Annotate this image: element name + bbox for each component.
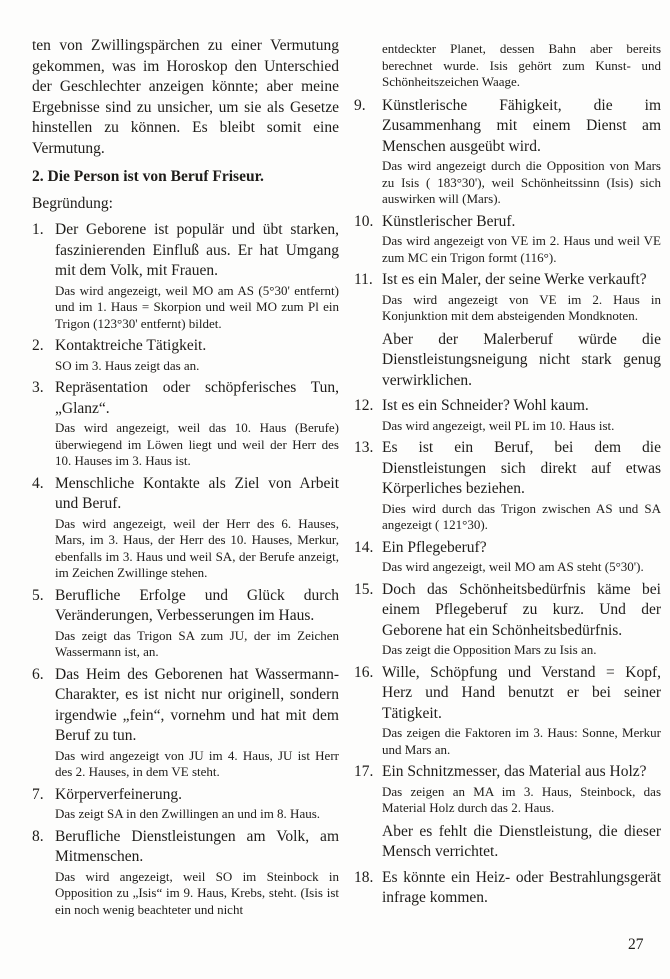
item-title: Kontaktreiche Tätigkeit.: [55, 337, 207, 354]
item-number: 13.: [354, 439, 374, 456]
item-note: Das wird angezeigt, weil MO am AS steht (5°30').: [382, 559, 644, 574]
list-item: [32, 336, 339, 357]
list-item: [354, 663, 661, 725]
item-extra-paragraph: Aber es fehlt die Dienstleistung, die dieser Mensch verrichtet.: [382, 822, 661, 860]
item-title: Repräsentation oder schöpferisches Tun, „Glanz“.: [55, 379, 339, 417]
item-number: 18.: [354, 868, 374, 886]
list-item: [32, 785, 339, 806]
item-number: 11.: [354, 271, 373, 288]
item-number: 5.: [32, 586, 44, 604]
item-title: Es ist ein Beruf, bei dem die Dienstleistungen sich direkt auf etwas Körperliches beziehen.: [382, 439, 661, 497]
list-item: [354, 580, 661, 642]
list-item: [354, 96, 661, 158]
item-note: Das wird angezeigt, weil der Herr des 6. Hauses, Mars, im 3. Haus, der Herr des 10. Hauses, Merkur, ebenfalls im 3. Haus und weil SA, der Berufe anzeigt, im Zeichen Zwillinge stehen.: [55, 515, 339, 580]
continuation-paragraph: entdeckter Planet, dessen Bahn aber bereits berechnet wurde. Isis gehört zum Kunst- und Schönheitszeichen Waage.: [382, 41, 661, 89]
list-item: [354, 270, 661, 291]
item-number: 16.: [354, 663, 374, 681]
list-item: [354, 538, 661, 559]
list-item: [32, 665, 339, 747]
item-title: Menschliche Kontakte als Ziel von Arbeit und Beruf.: [55, 474, 339, 512]
item-note: Das wird angezeigt, weil MO am AS (5°30' entfernt) und im 1. Haus = Skorpion und weil MO zum Pl ein Trigon (123°30' entfernt) bildet.: [55, 282, 339, 331]
list-item: [354, 438, 661, 500]
item-title: Ist es ein Schneider? Wohl kaum.: [382, 397, 589, 414]
list-item: [32, 474, 339, 515]
item-number: 10.: [354, 212, 374, 230]
list-item: [354, 396, 661, 417]
item-number: 3.: [32, 379, 44, 396]
list-item: [354, 212, 661, 233]
item-title: Berufliche Dienstleistungen am Volk, am Mitmenschen.: [55, 827, 339, 865]
item-note: Dies wird durch das Trigon zwischen AS und SA angezeigt ( 121°30).: [382, 500, 661, 532]
item-note: Das wird angezeigt durch die Opposition von Mars zu Isis ( 183°30'), weil Schönheitssinn (Isis) sich auswirken will (Mars).: [382, 158, 661, 206]
item-number: 15.: [354, 580, 374, 598]
left-column: [32, 36, 339, 922]
item-title: Der Geborene ist populär und übt starken, faszinierenden Einfluß aus. Er hat Umgang mit dem Volk, mit Frauen.: [55, 221, 339, 279]
item-note: Das wird angezeigt von VE im 2. Haus in Konjunktion mit dem absteigenden Mondknoten.: [382, 291, 661, 323]
item-note: Das wird angezeigt, weil PL im 10. Haus ist.: [382, 417, 615, 433]
item-number: 7.: [32, 785, 44, 803]
list-item: [354, 868, 661, 909]
item-note: Das zeigt SA in den Zwillingen an und im 8. Haus.: [55, 806, 321, 821]
item-title: Körperverfeinerung.: [55, 785, 182, 803]
item-title: Ist es ein Maler, der seine Werke verkauft?: [382, 271, 647, 288]
item-title: Künstlerische Fähigkeit, die im Zusammenhang mit einem Dienst am Menschen ausgeübt wird.: [382, 96, 661, 155]
item-title: Ein Pflegeberuf?: [382, 538, 487, 556]
list-item: [32, 220, 339, 282]
item-number: 17.: [354, 763, 374, 780]
item-number: 14.: [354, 538, 374, 556]
item-number: 9.: [354, 96, 366, 114]
item-note: Das zeigt die Opposition Mars zu Isis an.: [382, 642, 597, 657]
list-item: [32, 378, 339, 419]
item-note: Das wird angezeigt von VE im 2. Haus und weil VE zum MC ein Trigon formt (116°).: [382, 233, 661, 265]
item-number: 12.: [354, 397, 374, 414]
item-note: Das zeigen die Faktoren im 3. Haus: Sonne, Merkur und Mars an.: [382, 725, 661, 757]
item-note: Das zeigt das Trigon SA zum JU, der im Zeichen Wassermann ist, an.: [55, 627, 339, 659]
item-note: Das wird angezeigt von JU im 4. Haus, JU ist Herr des 2. Hauses, in dem VE steht.: [55, 747, 339, 779]
item-title: Berufliche Erfolge und Glück durch Veränderungen, Verbesserungen im Haus.: [55, 586, 339, 624]
item-extra-paragraph: Aber der Malerberuf würde die Dienstleistungsneigung nicht stark genug verwirklichen.: [382, 330, 661, 389]
item-note: Das zeigen an MA im 3. Haus, Steinbock, das Material Holz durch das 2. Haus.: [382, 783, 661, 815]
item-note: Das wird angezeigt, weil das 10. Haus (Berufe) überwiegend im Löwen liegt und weil der Herr des 10. Hauses im 3. Haus ist.: [55, 420, 339, 468]
item-note: Das wird angezeigt, weil SO im Steinbock in Opposition zu „Isis“ im 9. Haus, Krebs, steht. (Isis ist ein noch wenig beachteter und nicht: [55, 868, 339, 917]
item-number: 8.: [32, 827, 44, 845]
intro-paragraph: ten von Zwillingspärchen zu einer Vermutung gekommen, was im Horoskop den Unterschied der Geschlechter anzeigen könnte; aber meine Ergebnisse sind zu unsicher, um sie als Gesetze hinstellen zu können. Es bleibt somit eine Vermutung.: [32, 37, 339, 157]
list-item: [354, 762, 661, 783]
item-title: Künstlerischer Beruf.: [382, 212, 516, 230]
item-title: Wille, Schöpfung und Verstand = Kopf, Herz und Hand benutzt er bei seiner Tätigkeit.: [382, 663, 661, 722]
item-number: 1.: [32, 221, 44, 238]
item-number: 6.: [32, 665, 44, 683]
item-number: 2.: [32, 337, 44, 354]
right-column: [354, 40, 661, 909]
list-item: [32, 827, 339, 868]
item-title: Doch das Schönheitsbedürfnis käme bei einem Pflegeberuf zu kurz. Und der Geborene hat ein Schönheitsbedürfnis.: [382, 580, 661, 639]
section-heading: 2. Die Person ist von Beruf Friseur.: [32, 168, 264, 185]
item-title: Ein Schnitzmesser, das Material aus Holz?: [382, 763, 647, 780]
item-title: Es könnte ein Heiz- oder Bestrahlungsgerät infrage kommen.: [382, 868, 661, 906]
list-item: [32, 586, 339, 627]
subheading: Begründung:: [32, 194, 113, 212]
item-number: 4.: [32, 474, 44, 492]
item-title: Das Heim des Geborenen hat Wassermann-Charakter, es ist nicht nur originell, sondern irgendwie „fein“, vornehm und hat mit dem Beruf zu tun.: [55, 665, 339, 744]
page-number: 27: [628, 936, 644, 953]
item-note: SO im 3. Haus zeigt das an.: [55, 357, 200, 373]
